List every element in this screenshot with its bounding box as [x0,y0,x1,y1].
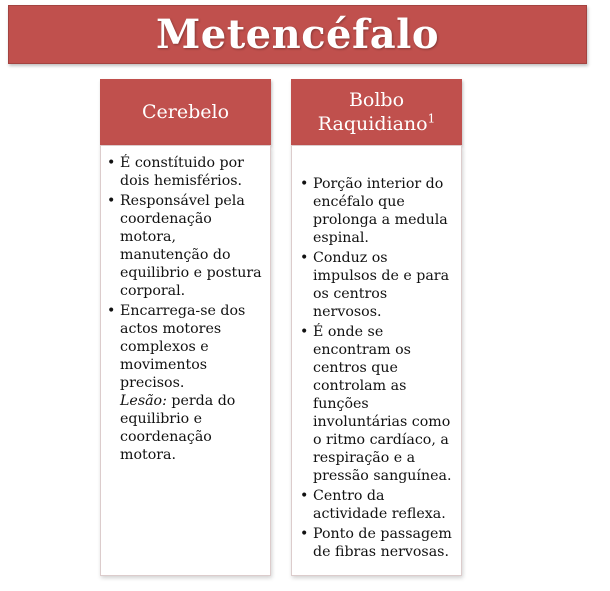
diagram-title: Metencéfalo [155,11,440,58]
cerebelo-header-label: Cerebelo [141,101,230,123]
list-item: • É constítuido por dois hemisférios. [107,154,264,190]
bolbo-raquidiano-box [291,145,462,576]
lesao-text: perda do equilibrio e coordenação motora. [120,393,236,463]
bolbo-raquidiano-list [300,175,455,561]
title-banner [8,5,587,64]
bolbo-raquidiano-header [291,79,462,145]
cerebelo-box [100,145,271,576]
cerebelo-list [107,154,264,464]
list-item: • Centro da actividade reflexa. [300,487,455,523]
list-item-text: Encarrega-se dos actos motores complexos e movimentos precisos. [120,303,246,391]
list-item: • Porção interior do encéfalo que prolonga a medula espinal. [300,175,455,247]
list-item: • Conduz os impulsos de e para os centros nervosos. [300,249,455,321]
lesao-label: Lesão: [120,393,167,409]
footnote-marker: 1 [427,111,436,126]
cerebelo-header [100,79,271,145]
list-item: • É onde se encontram os centros que controlam as funções involuntárias como o ritmo cardíaco, a respiração e a pressão sanguínea. [300,323,455,485]
list-item: • Ponto de passagem de fibras nervosas. [300,525,455,561]
list-item [107,302,264,464]
list-item: • Responsável pela coordenação motora, manutenção do equilibrio e postura corporal. [107,192,264,300]
bolbo-raquidiano-header-label: Bolbo Raquidiano [317,89,428,135]
